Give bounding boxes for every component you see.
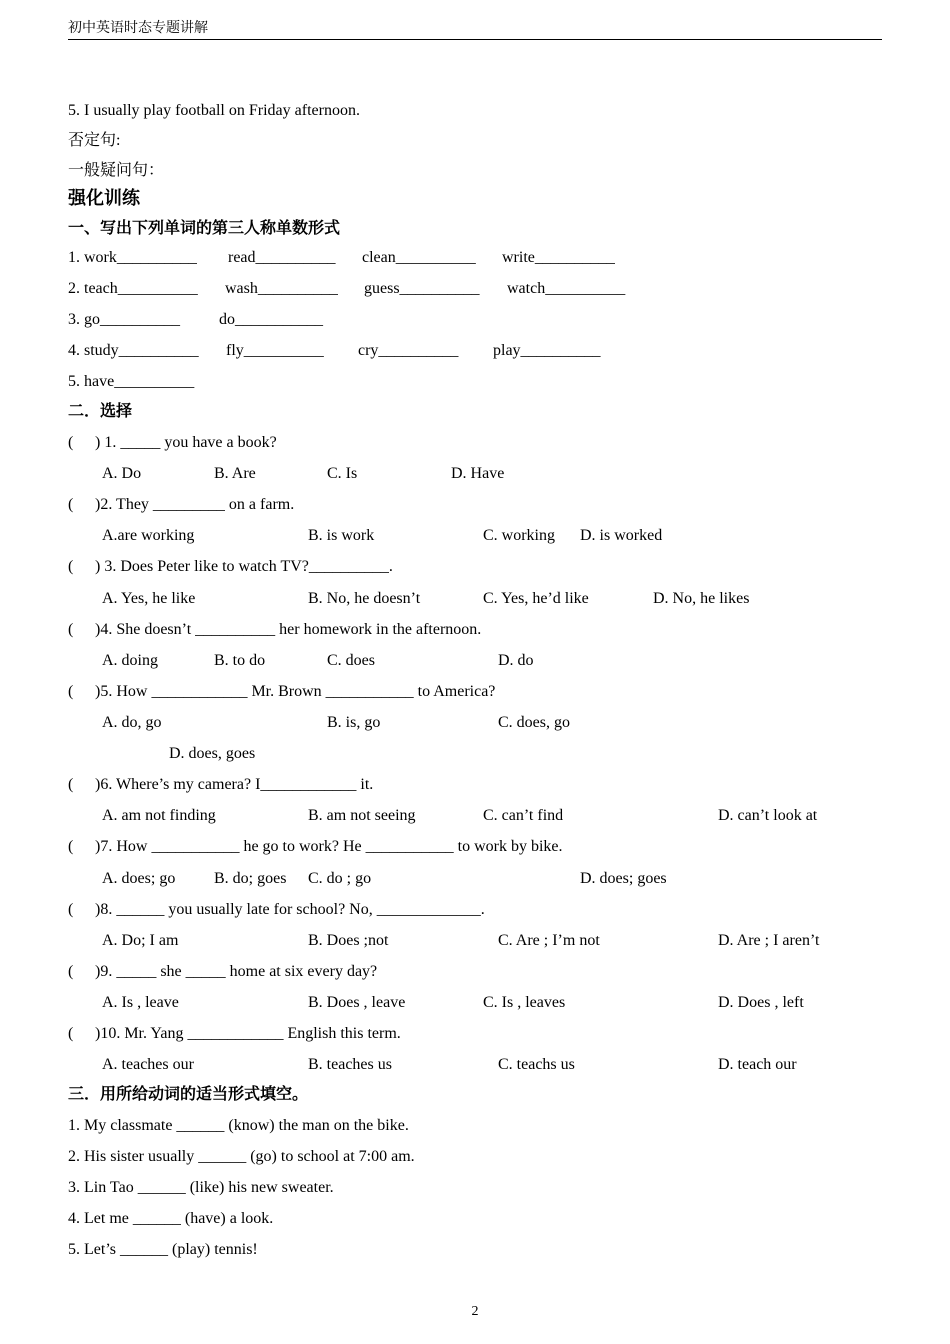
option: C. Are ; I’m not — [498, 932, 600, 949]
question-stem: )4. She doesn’t __________ her homework in the afternoon. — [95, 621, 482, 638]
option: C. teachs us — [498, 1056, 575, 1073]
word-blank: 5. have__________ — [68, 373, 195, 390]
answer-paren: ( — [68, 558, 74, 575]
option: D. is worked — [580, 527, 663, 544]
answer-paren: ( — [68, 1025, 74, 1042]
option: B. teaches us — [308, 1056, 392, 1073]
option: B. Are — [214, 465, 256, 482]
word-blank: 4. study__________ — [68, 342, 199, 359]
intro-sentence: 5. I usually play football on Friday afternoon. — [68, 102, 360, 119]
option: D. does, goes — [169, 745, 256, 762]
word-blank: clean__________ — [362, 249, 476, 266]
word-blank: 1. work__________ — [68, 249, 197, 266]
page-number: 2 — [471, 1304, 479, 1319]
option: B. do; goes — [214, 870, 287, 887]
question-stem: )9. _____ she _____ home at six every day? — [95, 963, 378, 980]
option: B. is, go — [327, 714, 381, 731]
option: A. Is , leave — [102, 994, 179, 1011]
word-blank: 2. teach__________ — [68, 280, 198, 297]
answer-paren: ( — [68, 838, 74, 855]
answer-paren: ( — [68, 776, 74, 793]
option: D. Have — [451, 465, 505, 482]
option: D. teach our — [718, 1056, 797, 1073]
question-stem: )10. Mr. Yang ____________ English this term. — [95, 1025, 401, 1042]
option: A. Yes, he like — [102, 590, 196, 607]
word-blank: cry__________ — [358, 342, 459, 359]
option: D. does; goes — [580, 870, 667, 887]
option: C. working — [483, 527, 555, 544]
option: D. Are ; I aren’t — [718, 932, 820, 949]
word-blank: guess__________ — [364, 280, 480, 297]
fill-item: 4. Let me ______ (have) a look. — [68, 1210, 274, 1227]
option: B. Does ;not — [308, 932, 389, 949]
option: A. am not finding — [102, 807, 216, 824]
answer-paren: ( — [68, 683, 74, 700]
question-stem: )2. They _________ on a farm. — [95, 496, 295, 513]
word-blank: do___________ — [219, 311, 323, 328]
negative-label: 否定句: — [68, 132, 121, 149]
option: C. Is — [327, 465, 358, 482]
word-blank: watch__________ — [507, 280, 626, 297]
option: B. am not seeing — [308, 807, 416, 824]
option: B. to do — [214, 652, 266, 669]
fill-item: 3. Lin Tao ______ (like) his new sweater. — [68, 1179, 334, 1196]
answer-paren: ( — [68, 621, 74, 638]
option: B. is work — [308, 527, 375, 544]
page-header — [68, 20, 882, 40]
option: A. doing — [102, 652, 158, 669]
option: A. Do; I am — [102, 932, 179, 949]
header-title: 初中英语时态专题讲解 — [68, 21, 208, 36]
word-blank: play__________ — [493, 342, 601, 359]
answer-paren: ( — [68, 901, 74, 918]
word-blank: read__________ — [228, 249, 336, 266]
question-stem: )8. ______ you usually late for school? No, _____________. — [95, 901, 485, 918]
option: D. Does , left — [718, 994, 804, 1011]
option: A. does; go — [102, 870, 176, 887]
word-blank: write__________ — [502, 249, 615, 266]
part3-heading: 三．用所给动词的适当形式填空。 — [68, 1086, 309, 1103]
answer-paren: ( — [68, 434, 74, 451]
option: C. can’t find — [483, 807, 564, 824]
word-blank: wash__________ — [225, 280, 338, 297]
option: C. do ; go — [308, 870, 372, 887]
option: C. does, go — [498, 714, 570, 731]
section-title: 强化训练 — [68, 188, 140, 208]
question-stem: )6. Where’s my camera? I____________ it. — [95, 776, 374, 793]
option: C. Yes, he’d like — [483, 590, 589, 607]
option: C. Is , leaves — [483, 994, 566, 1011]
part1-heading: 一、写出下列单词的第三人称单数形式 — [68, 220, 341, 237]
part2-heading: 二．选择 — [68, 403, 133, 420]
word-blank: 3. go__________ — [68, 311, 180, 328]
option: D. do — [498, 652, 534, 669]
option: D. No, he likes — [653, 590, 750, 607]
fill-item: 5. Let’s ______ (play) tennis! — [68, 1241, 258, 1258]
question-stem: ) 1. _____ you have a book? — [95, 434, 277, 451]
answer-paren: ( — [68, 496, 74, 513]
option: A. Do — [102, 465, 142, 482]
option: B. No, he doesn’t — [308, 590, 421, 607]
option: A. teaches our — [102, 1056, 194, 1073]
word-blank: fly__________ — [226, 342, 324, 359]
question-stem: )7. How ___________ he go to work? He ___________ to work by bike. — [95, 838, 563, 855]
option: A.are working — [102, 527, 195, 544]
fill-item: 1. My classmate ______ (know) the man on the bike. — [68, 1117, 409, 1134]
question-label: 一般疑问句： — [68, 162, 165, 179]
option: D. can’t look at — [718, 807, 818, 824]
question-stem: )5. How ____________ Mr. Brown ___________ to America? — [95, 683, 496, 700]
question-stem: ) 3. Does Peter like to watch TV?__________. — [95, 558, 393, 575]
answer-paren: ( — [68, 963, 74, 980]
option: A. do, go — [102, 714, 162, 731]
fill-item: 2. His sister usually ______ (go) to school at 7:00 am. — [68, 1148, 415, 1165]
option: C. does — [327, 652, 375, 669]
option: B. Does , leave — [308, 994, 406, 1011]
